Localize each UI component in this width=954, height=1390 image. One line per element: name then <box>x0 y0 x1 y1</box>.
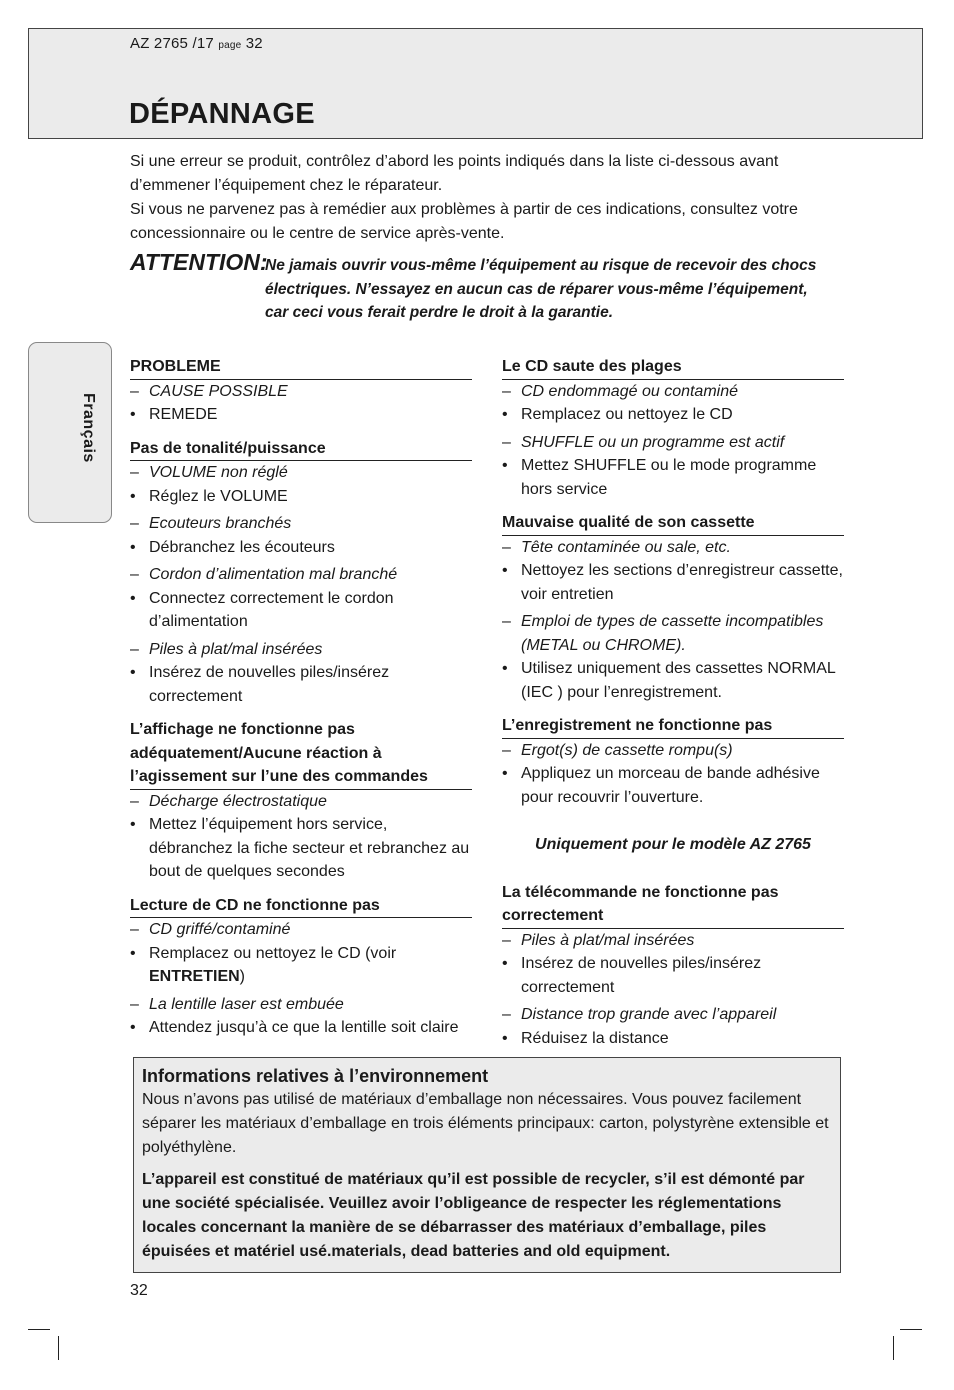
page-word: page <box>218 40 242 51</box>
legend <box>130 355 472 427</box>
problem-title: Lecture de CD ne fonctionne pas <box>130 894 472 919</box>
remedy-item: • Appliquez un morceau de bande adhésive pour recouvrir l’ouverture. <box>502 762 844 809</box>
crop-mark <box>893 1336 894 1360</box>
problem-section <box>502 714 844 809</box>
environment-info-box <box>133 1057 841 1273</box>
troubleshooting-right-column <box>502 355 844 1050</box>
remedy-item: • Débranchez les écouteurs <box>130 536 472 560</box>
model-ref: AZ 2765 /17 <box>130 35 214 52</box>
attention-text: Ne jamais ouvrir vous-même l’équipement au risque de recevoir des chocs électriques. N’essayez en aucun cas de réparer vous-même l’équipement, car ceci vous ferait perdre le droit à la garantie. <box>265 257 817 321</box>
remedy-item: • Attendez jusqu’à ce que la lentille soit claire <box>130 1016 472 1040</box>
page-ref-number: 32 <box>245 35 263 52</box>
page-number: 32 <box>130 1282 148 1299</box>
attention-label: ATTENTION: <box>130 249 268 275</box>
cause-item: – Emploi de types de cassette incompatibles (METAL ou CHROME). <box>502 610 844 657</box>
remedy-item <box>130 942 472 989</box>
language-tab <box>28 342 112 523</box>
problem-section <box>130 437 472 709</box>
environment-text: Nous n’avons pas utilisé de matériaux d’emballage non nécessaires. Vous pouvez facilement séparer les matériaux d’emballage en trois éléments principaux: carton, polystyrène extensible et polyéthylène. <box>142 1091 829 1156</box>
cause-item: – Décharge électrostatique <box>130 790 472 814</box>
legend-problem: PROBLEME <box>130 355 472 380</box>
problem-section <box>130 894 472 1040</box>
problem-section <box>502 881 844 1051</box>
cause-item: – Piles à plat/mal insérées <box>502 929 844 953</box>
remedy-emphasis: ENTRETIEN <box>149 968 240 985</box>
model-note: Uniquement pour le modèle AZ 2765 <box>535 836 811 853</box>
remedy-item: • Mettez SHUFFLE ou le mode programme hors service <box>502 454 844 501</box>
cause-item: – Distance trop grande avec l’appareil <box>502 1003 844 1027</box>
problem-title: Mauvaise qualité de son cassette <box>502 511 844 536</box>
crop-mark <box>58 1336 59 1360</box>
remedy-item: • Insérez de nouvelles piles/insérez correctement <box>502 952 844 999</box>
legend-remedy: • REMEDE <box>130 403 472 427</box>
remedy-item: • Utilisez uniquement des cassettes NORMAL (IEC ) pour l’enregistrement. <box>502 657 844 704</box>
problem-title: L’affichage ne fonctionne pas adéquatement/Aucune réaction à l’agissement sur l’une des commandes <box>130 718 472 790</box>
remedy-item: • Nettoyez les sections d’enregistreur cassette, voir entretien <box>502 559 844 606</box>
troubleshooting-left-column <box>130 355 472 1040</box>
problem-section <box>130 718 472 884</box>
crop-mark <box>28 1329 50 1330</box>
problem-title: La télécommande ne fonctionne pas correctement <box>502 881 844 929</box>
cause-item: – La lentille laser est embuée <box>130 993 472 1017</box>
cause-item: – Tête contaminée ou sale, etc. <box>502 536 844 560</box>
cause-item: – Piles à plat/mal insérées <box>130 638 472 662</box>
cause-item: – Ergot(s) de cassette rompu(s) <box>502 739 844 763</box>
cause-item: – CD endommagé ou contaminé <box>502 380 844 404</box>
remedy-item: • Insérez de nouvelles piles/insérez correctement <box>130 661 472 708</box>
intro-text <box>130 150 830 246</box>
problem-title: Pas de tonalité/puissance <box>130 437 472 462</box>
cause-item: – Cordon d’alimentation mal branché <box>130 563 472 587</box>
remedy-item: • Réduisez la distance <box>502 1027 844 1051</box>
problem-section <box>502 511 844 704</box>
cause-item: – SHUFFLE ou un programme est actif <box>502 431 844 455</box>
remedy-item: • Réglez le VOLUME <box>130 485 472 509</box>
cause-item: – VOLUME non réglé <box>130 461 472 485</box>
problem-title: L’enregistrement ne fonctionne pas <box>502 714 844 739</box>
cause-item: – Ecouteurs branchés <box>130 512 472 536</box>
remedy-item: • Connectez correctement le cordon d’alimentation <box>130 587 472 634</box>
remedy-text: ) <box>239 968 245 985</box>
intro-paragraph: Si vous ne parvenez pas à remédier aux problèmes à partir de ces indications, consultez votre concessionnaire ou le centre de service après-vente. <box>130 201 798 242</box>
environment-recycle-text: L’appareil est constitué de matériaux qu’il est possible de recycler, s’il est démonté par une société spécialisée. Veuillez avoir l’obligeance de respecter les réglementations locales concernant la manière de se débarrasser des matériaux d’emballage, piles épuisées et matériel usé.materials, dead batteries and old equipment. <box>142 1171 805 1260</box>
problem-title: Le CD saute des plages <box>502 355 844 380</box>
remedy-item: • Remplacez ou nettoyez le CD <box>502 403 844 427</box>
remedy-item: • Mettez l’équipement hors service, débranchez la fiche secteur et rebranchez au bout de quelques secondes <box>130 813 472 884</box>
crop-mark <box>900 1329 922 1330</box>
page-reference <box>130 35 263 52</box>
language-label: Français <box>80 393 97 463</box>
legend-cause: – CAUSE POSSIBLE <box>130 380 472 404</box>
remedy-text: Remplacez ou nettoyez le CD (voir <box>149 944 397 962</box>
problem-section <box>502 355 844 501</box>
page-title: DÉPANNAGE <box>129 98 315 130</box>
cause-item: – CD griffé/contaminé <box>130 918 472 942</box>
environment-title: Informations relatives à l’environnement <box>142 1066 489 1086</box>
intro-paragraph: Si une erreur se produit, contrôlez d’abord les points indiqués dans la liste ci-dessous avant d’emmener l’équipement chez le réparateur. <box>130 153 779 194</box>
